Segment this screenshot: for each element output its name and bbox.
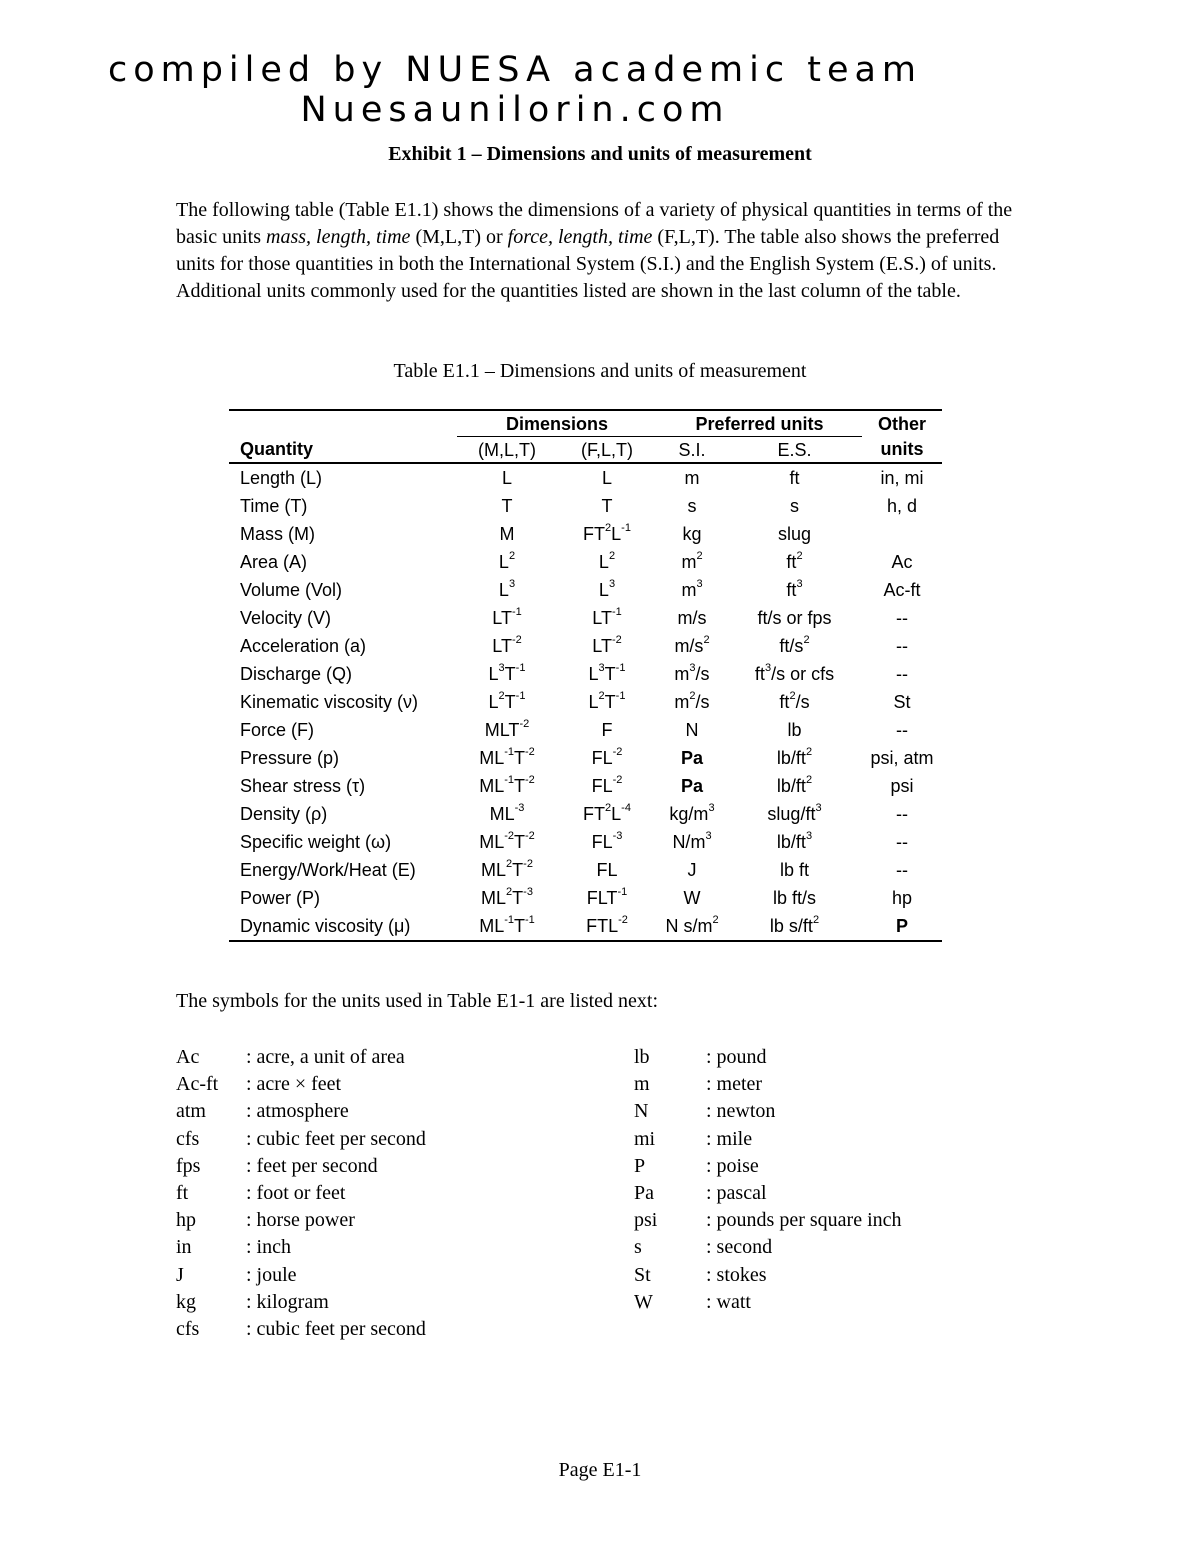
symbol-item [176, 1262, 596, 1289]
symbol-item [176, 1316, 596, 1343]
cell-quantity: Mass (M) [240, 524, 315, 544]
cell-mlt: $ML^2T^{-2}$ [481, 858, 533, 880]
cell-mlt: $L^3T^{-1}$ [488, 662, 526, 684]
symbol-item [634, 1289, 1034, 1316]
cell-es: lb $s/ft^2$ [769, 914, 820, 936]
symbol-desc: : second [706, 1236, 773, 1259]
cell-mlt: $ML^{-1}T^{-2}$ [479, 774, 535, 796]
cell-flt: $FL^{-2}$ [591, 774, 623, 796]
cell-es: $ft/s^2$ [779, 634, 810, 656]
cell-es: s [790, 496, 799, 516]
table-row [229, 520, 942, 548]
intro-italic-mlt: mass, length, time [266, 226, 411, 248]
intro-text-1: The following table (Table E1.1) shows the dimensions of a variety of physical quantities in terms of the basic units [176, 199, 1013, 248]
cell-other: -- [896, 832, 908, 852]
symbol-desc: : inch [246, 1236, 291, 1259]
cell-si: m/s [677, 608, 707, 628]
symbol-item [176, 1207, 596, 1234]
cell-si: Pa [680, 748, 704, 768]
table-caption: Table E1.1 – Dimensions and units of measurement [393, 360, 807, 382]
header-mlt: (M,L,T) [457, 437, 557, 464]
cell-flt: L [601, 468, 612, 488]
table-row [229, 800, 942, 828]
cell-si: $m^3$ [681, 578, 703, 600]
symbol-abbr: St [634, 1263, 651, 1286]
symbol-desc: : kilogram [246, 1290, 329, 1313]
symbol-desc: : mile [706, 1127, 753, 1150]
cell-es: $ft^3$ [786, 578, 803, 600]
table-row [229, 688, 942, 716]
symbol-item [634, 1207, 1034, 1234]
cell-quantity: Acceleration (a) [240, 636, 367, 656]
cell-other: Ac-ft [883, 580, 921, 600]
cell-other: -- [896, 720, 908, 740]
cell-mlt: $ML^{-1}T^{-1}$ [479, 914, 535, 936]
cell-quantity: Force (F) [240, 720, 314, 740]
symbol-abbr: kg [176, 1290, 196, 1313]
cell-es: $lb/ft^2$ [776, 774, 813, 796]
symbol-desc: : meter [706, 1073, 763, 1096]
cell-es: $lb/ft^3$ [776, 830, 813, 852]
symbol-abbr: P [634, 1154, 646, 1177]
symbols-list-right [634, 1044, 1034, 1316]
cell-flt: $FT^2L^{-4}$ [583, 802, 631, 824]
symbol-abbr: m [634, 1073, 650, 1096]
cell-si: m [684, 468, 700, 488]
table-row [229, 716, 942, 744]
symbol-desc: : acre, a unit of area [246, 1046, 405, 1068]
cell-flt: $L^2$ [598, 550, 616, 572]
table-row [229, 492, 942, 520]
symbol-item [176, 1180, 596, 1207]
cell-es: ft [789, 468, 800, 488]
cell-quantity: Length (L) [240, 468, 323, 488]
cell-flt: $FLT^{-1}$ [586, 886, 628, 908]
table-row [229, 912, 942, 941]
cell-mlt: T [501, 496, 513, 516]
cell-es: $ft^3/s$ or cfs [754, 662, 835, 684]
cell-es: slug [777, 524, 812, 544]
cell-si: $N/m^3$ [672, 830, 712, 852]
cell-si: Pa [680, 776, 704, 796]
cell-mlt: $LT^{-2}$ [492, 634, 522, 656]
symbol-desc: : cubic feet per second [246, 1127, 426, 1150]
cell-si: J [687, 860, 697, 880]
table-body [229, 463, 942, 941]
table-row [229, 463, 942, 492]
symbol-desc: : newton [706, 1100, 776, 1123]
symbol-desc: : foot or feet [246, 1181, 346, 1204]
cell-flt: $FTL^{-2}$ [586, 914, 628, 936]
symbol-desc: : pascal [706, 1181, 767, 1204]
cell-si: $m/s^2$ [674, 634, 710, 656]
symbol-item [176, 1126, 596, 1153]
cell-es: slug/$ft^3$ [767, 802, 822, 824]
symbol-abbr: N [634, 1100, 649, 1123]
header-dimensions: Dimensions [457, 410, 657, 437]
symbol-desc: : poise [706, 1154, 759, 1177]
cell-es: lb [787, 720, 802, 740]
symbol-desc: : watt [706, 1290, 751, 1313]
cell-quantity: Area (A) [240, 552, 308, 572]
symbol-item [176, 1289, 596, 1316]
exhibit-title: Exhibit 1 – Dimensions and units of measurement [388, 143, 812, 165]
cell-si: N $s/m^2$ [665, 914, 719, 936]
cell-quantity: Specific weight (ω) [240, 832, 392, 852]
table-row [229, 856, 942, 884]
cell-es: ft/s or fps [757, 608, 832, 628]
symbols-intro: The symbols for the units used in Table E1-1 are listed next: [176, 990, 659, 1012]
intro-text-3: (M,L,T) or [410, 226, 508, 248]
cell-flt: $L^3$ [598, 578, 616, 600]
symbol-desc: : pound [706, 1046, 767, 1068]
symbol-item [176, 1153, 596, 1180]
cell-quantity: Kinematic viscosity (ν) [240, 692, 419, 712]
cell-other: P [895, 916, 908, 936]
cell-si: $m^3/s$ [674, 662, 710, 684]
symbol-abbr: mi [634, 1127, 656, 1150]
header-website: Nuesaunilorin.com [300, 90, 730, 130]
symbol-desc: : joule [246, 1263, 297, 1286]
symbol-abbr: cfs [176, 1317, 200, 1340]
table-row [229, 632, 942, 660]
symbol-item [634, 1180, 1034, 1207]
cell-mlt: $LT^{-1}$ [492, 606, 522, 628]
symbol-abbr: psi [634, 1209, 658, 1232]
header-other-units: units [862, 437, 942, 464]
cell-si: s [687, 496, 697, 516]
header-other: Other [877, 413, 926, 434]
symbol-abbr: Ac [176, 1046, 200, 1068]
cell-mlt: $ML^{-3}$ [489, 802, 525, 824]
symbol-abbr: Pa [634, 1181, 654, 1204]
units-table [229, 409, 942, 942]
cell-mlt: $ML^{-2}T^{-2}$ [479, 830, 535, 852]
symbol-desc: : cubic feet per second [246, 1317, 426, 1340]
cell-quantity: Volume (Vol) [240, 580, 343, 600]
symbol-desc: : acre × feet [246, 1073, 342, 1096]
symbol-item [634, 1126, 1034, 1153]
cell-flt: $L^2T^{-1}$ [588, 690, 626, 712]
header-flt: (F,L,T) [557, 437, 657, 464]
cell-quantity: Shear stress (τ) [240, 776, 366, 796]
table-row [229, 576, 942, 604]
symbol-item [634, 1153, 1034, 1180]
symbol-abbr: ft [176, 1181, 189, 1204]
cell-flt: T [601, 496, 613, 516]
cell-mlt: M [499, 524, 515, 544]
cell-si: N [685, 720, 699, 740]
symbol-abbr: hp [176, 1209, 196, 1232]
cell-quantity: Time (T) [240, 496, 308, 516]
intro-paragraph [176, 197, 1036, 305]
intro-italic-flt: force, length, time [507, 226, 653, 248]
cell-quantity: Power (P) [240, 888, 321, 908]
cell-other: Ac [891, 552, 913, 572]
cell-flt: $FT^2L^{-1}$ [583, 522, 631, 544]
symbol-abbr: atm [176, 1100, 206, 1123]
cell-flt: $LT^{-2}$ [592, 634, 622, 656]
symbol-item [176, 1234, 596, 1261]
symbol-item [176, 1098, 596, 1125]
cell-es: $lb/ft^2$ [776, 746, 813, 768]
table-row [229, 548, 942, 576]
symbol-item [176, 1071, 596, 1098]
cell-other: hp [891, 888, 913, 908]
table-row [229, 772, 942, 800]
cell-other [862, 520, 942, 548]
symbol-desc: : feet per second [246, 1154, 378, 1177]
symbol-desc: : horse power [246, 1209, 355, 1232]
cell-flt: FL [596, 860, 618, 880]
cell-mlt: $ML^2T^{-3}$ [481, 886, 533, 908]
symbol-abbr: cfs [176, 1127, 200, 1150]
cell-other: in, mi [880, 468, 924, 488]
cell-mlt: $ML^{-1}T^{-2}$ [479, 746, 535, 768]
table-row [229, 828, 942, 856]
header-si: S.I. [657, 437, 727, 464]
cell-other: -- [896, 664, 908, 684]
cell-other: psi, atm [870, 748, 934, 768]
header-preferred-units: Preferred units [657, 410, 862, 437]
symbol-abbr: J [176, 1263, 184, 1286]
cell-other: -- [896, 608, 908, 628]
symbol-desc: : atmosphere [246, 1100, 349, 1123]
cell-quantity: Velocity (V) [240, 608, 332, 628]
table-row [229, 744, 942, 772]
header-title: compiled by NUESA academic team [107, 50, 923, 90]
cell-quantity: Discharge (Q) [240, 664, 353, 684]
symbol-desc: : stokes [706, 1263, 767, 1286]
cell-es: lb ft [779, 860, 809, 880]
cell-flt: F [601, 720, 613, 740]
cell-other: psi [890, 776, 914, 796]
header-es: E.S. [727, 437, 862, 464]
cell-quantity: Energy/Work/Heat (E) [240, 860, 416, 880]
symbol-abbr: in [176, 1236, 192, 1259]
symbol-abbr: fps [176, 1154, 201, 1177]
cell-si: $kg/m^3$ [669, 802, 715, 824]
cell-flt: $FL^{-2}$ [591, 746, 623, 768]
cell-mlt: $L^3$ [498, 578, 516, 600]
cell-flt: $L^3T^{-1}$ [588, 662, 626, 684]
intro-text-5: (F,L,T). The table also shows the preferred units for those quantities in both the International System (S.I.) and the English System (E.S.) of units. Additional units commonly used for the quantities listed are shown in the last column of the table. [176, 226, 1000, 302]
cell-si: $m^2$ [681, 550, 703, 572]
cell-other: -- [896, 860, 908, 880]
cell-es: $ft^2$ [786, 550, 803, 572]
table-row [229, 884, 942, 912]
page-number: Page E1-1 [558, 1459, 642, 1481]
cell-flt: $LT^{-1}$ [592, 606, 622, 628]
cell-other: h, d [886, 496, 918, 516]
symbol-abbr: W [634, 1290, 653, 1313]
cell-quantity: Density (ρ) [240, 804, 328, 824]
symbol-item [634, 1071, 1034, 1098]
cell-quantity: Dynamic viscosity (μ) [240, 916, 411, 936]
cell-quantity: Pressure (p) [240, 748, 340, 768]
cell-mlt: $L^2T^{-1}$ [488, 690, 526, 712]
cell-mlt: L [501, 468, 512, 488]
cell-mlt: $L^2$ [498, 550, 516, 572]
symbol-abbr: Ac-ft [176, 1073, 219, 1096]
cell-other: -- [896, 636, 908, 656]
cell-si: kg [682, 524, 702, 544]
symbol-item [634, 1234, 1034, 1261]
symbol-desc: : pounds per square inch [706, 1209, 902, 1232]
table-row [229, 604, 942, 632]
table-row [229, 660, 942, 688]
symbol-item [176, 1044, 596, 1071]
symbol-abbr: lb [634, 1046, 650, 1068]
symbol-item [634, 1262, 1034, 1289]
symbols-list-left [176, 1044, 596, 1343]
symbol-item [634, 1098, 1034, 1125]
symbol-abbr: s [634, 1236, 642, 1259]
cell-other: St [893, 692, 911, 712]
cell-flt: $FL^{-3}$ [591, 830, 623, 852]
cell-es: $ft^2/s$ [779, 690, 810, 712]
cell-si: $m^2/s$ [674, 690, 710, 712]
cell-si: W [683, 888, 701, 908]
cell-mlt: $MLT^{-2}$ [484, 718, 530, 740]
cell-other: -- [896, 804, 908, 824]
cell-es: lb ft/s [772, 888, 816, 908]
symbol-item [634, 1044, 1034, 1071]
header-quantity: Quantity [229, 437, 457, 464]
